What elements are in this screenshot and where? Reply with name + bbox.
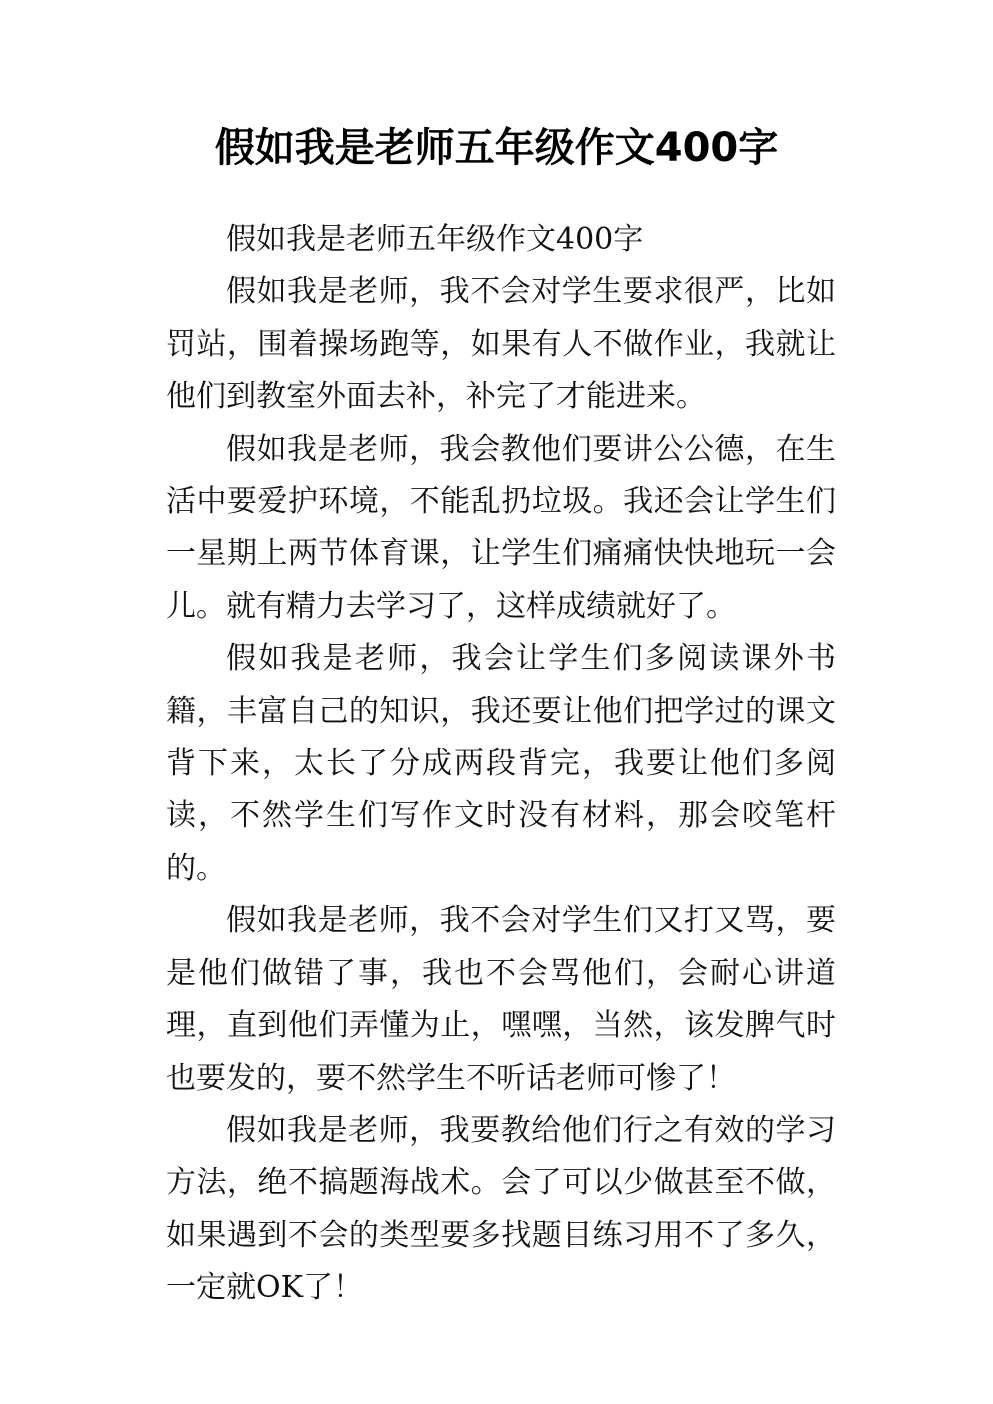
paragraph: 假如我是老师，我不会对学生们又打又骂，要是他们做错了事，我也不会骂他们，会耐心讲道理，直到他们弄懂为止，嘿嘿，当然，该发脾气时也要发的，要不然学生不听话老师可惨了！ — [166, 903, 836, 1096]
paragraph: 假如我是老师，我会教他们要讲公公德，在生活中要爱护环境，不能乱扔垃圾。我还会让学生们一星期上两节体育课，让学生们痛痛快快地玩一会儿。就有精力去学习了，这样成绩就好了。 — [166, 431, 836, 624]
paragraph-subtitle: 假如我是老师五年级作文400字 — [226, 222, 644, 257]
document-body — [166, 214, 836, 1315]
document-title: 假如我是老师五年级作文400字 — [214, 125, 779, 171]
paragraph: 假如我是老师，我不会对学生要求很严，比如罚站，围着操场跑等，如果有人不做作业，我就让他们到教室外面去补，补完了才能进来。 — [166, 274, 836, 415]
paragraph: 假如我是老师，我会让学生们多阅读课外书籍，丰富自己的知识，我还要让他们把学过的课文背下来，太长了分成两段背完，我要让他们多阅读，不然学生们写作文时没有材料，那会咬笔杆的。 — [166, 641, 836, 886]
paragraph: 假如我是老师，我要教给他们行之有效的学习方法，绝不搞题海战术。会了可以少做甚至不做，如果遇到不会的类型要多找题目练习用不了多久，一定就OK了！ — [166, 1112, 836, 1306]
